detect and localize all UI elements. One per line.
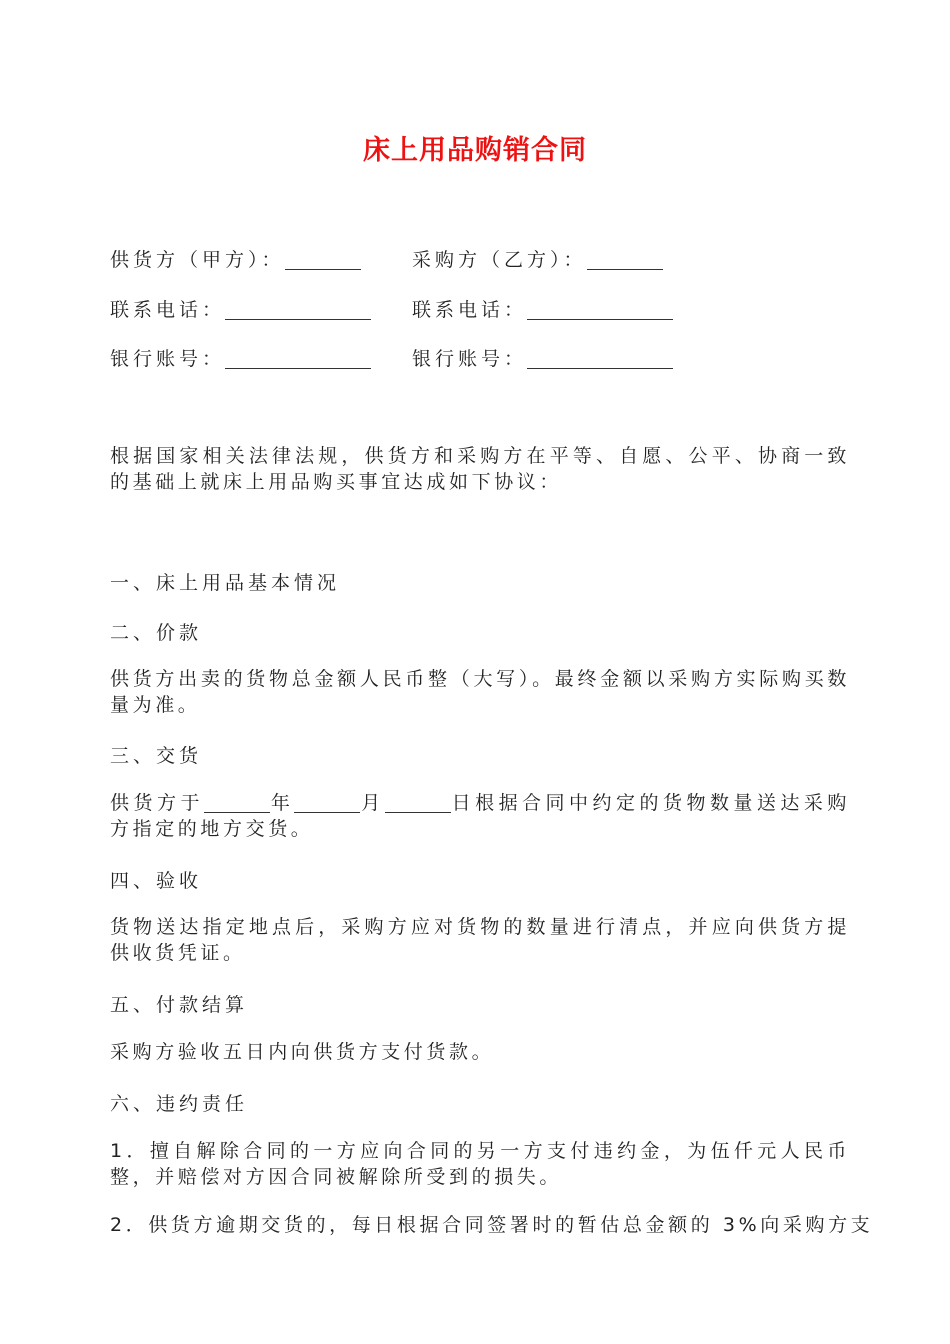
section-4-text: 货物送达指定地点后，采购方应对货物的数量进行清点，并应向供货方提供收货凭证。	[110, 916, 850, 964]
section-3-text	[110, 790, 850, 842]
section-5-text: 采购方验收五日内向供货方支付货款。	[110, 1041, 495, 1063]
delivery-month-label: 月	[360, 792, 385, 814]
buyer-field	[412, 245, 663, 272]
buyer-phone-blank	[527, 299, 673, 320]
buyer-account-label: 银行账号：	[412, 348, 528, 370]
buyer-account-field	[412, 344, 673, 371]
buyer-phone-label: 联系电话：	[412, 299, 528, 321]
section-1-heading: 一、床上用品基本情况	[110, 572, 341, 594]
section-4-heading: 四、验收	[110, 870, 203, 892]
delivery-day-blank	[385, 792, 451, 813]
document-title: 床上用品购销合同	[363, 135, 587, 166]
section-3-heading: 三、交货	[110, 745, 203, 767]
supplier-blank	[285, 249, 361, 270]
supplier-phone-blank	[225, 299, 371, 320]
section-6-item-2: 2．供货方逾期交货的，每日根据合同签署时的暂估总金额的 3%向采购方支	[110, 1214, 874, 1236]
delivery-suffix: 日根据合同中约定的货物数量送达采购方指定的地方交货。	[110, 792, 850, 840]
section-2-text: 供货方出卖的货物总金额人民币整（大写）。最终金额以采购方实际购买数量为准。	[110, 668, 850, 716]
supplier-field	[110, 245, 361, 272]
supplier-account-blank	[225, 348, 371, 369]
delivery-year-blank	[204, 792, 270, 813]
section-5-heading: 五、付款结算	[110, 994, 249, 1016]
supplier-label: 供货方（甲方）：	[110, 249, 285, 271]
buyer-account-blank	[527, 348, 673, 369]
buyer-label: 采购方（乙方）：	[412, 249, 587, 271]
section-2-heading: 二、价款	[110, 622, 203, 644]
supplier-account-label: 银行账号：	[110, 348, 226, 370]
buyer-blank	[587, 249, 663, 270]
supplier-account-field	[110, 344, 371, 371]
delivery-year-label: 年	[269, 792, 295, 814]
supplier-phone-field	[110, 295, 371, 322]
section-6-heading: 六、违约责任	[110, 1093, 249, 1115]
supplier-phone-label: 联系电话：	[110, 299, 226, 321]
intro-paragraph: 根据国家相关法律法规，供货方和采购方在平等、自愿、公平、协商一致的基础上就床上用品购买事宜达成如下协议：	[110, 445, 850, 493]
section-6-item-1: 1．擅自解除合同的一方应向合同的另一方支付违约金，为伍仟元人民币整，并赔偿对方因合同被解除所受到的损失。	[110, 1140, 850, 1188]
delivery-month-blank	[294, 792, 360, 813]
delivery-prefix: 供货方于	[110, 792, 204, 814]
buyer-phone-field	[412, 295, 673, 322]
